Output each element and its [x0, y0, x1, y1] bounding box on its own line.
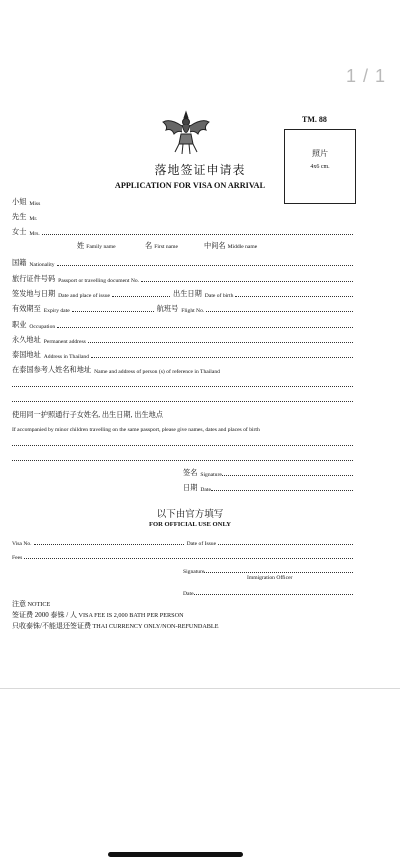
nationality-label-en: Nationality: [29, 262, 55, 268]
notice-title: 注意 NOTICE: [12, 600, 51, 608]
official-date-label: Date: [183, 591, 194, 597]
official-visa-row: [12, 536, 353, 547]
expiry-label-cn: 有效期至: [12, 305, 41, 313]
mrs-field[interactable]: [12, 226, 353, 237]
signature-field[interactable]: [183, 467, 353, 478]
mr-label-en: Mr.: [29, 216, 38, 222]
permanent-address-field[interactable]: [12, 334, 353, 345]
page-counter: 1 / 1: [345, 66, 386, 86]
flight-label-en: Flight No.: [181, 308, 205, 314]
thai-address-label-cn: 泰国地址: [12, 351, 41, 359]
thai-address-label-en: Address in Thailand: [43, 354, 90, 360]
occupation-field[interactable]: [12, 319, 353, 330]
signature-label-en: Signature: [200, 472, 222, 478]
permanent-address-label-cn: 永久地址: [12, 336, 41, 344]
reference-label-cn: 在泰国参考人姓名和地址: [12, 366, 92, 374]
expiry-fill-line: [72, 311, 154, 312]
date-of-issue-label: Date of Issue: [186, 541, 217, 547]
issue-label-cn: 签发地与日期: [12, 290, 56, 298]
immigration-officer-label: Immigration Officer: [247, 575, 293, 581]
occupation-fill-line: [57, 327, 353, 328]
children-label-en-row: [12, 422, 353, 433]
thai-address-field[interactable]: [12, 349, 353, 360]
miss-label-cn: 小姐: [12, 198, 27, 206]
visa-no-label: Visa No.: [12, 541, 32, 547]
passport-label-en: Passport or travelling document No.: [58, 278, 140, 284]
expiry-flight-field[interactable]: [12, 303, 353, 314]
official-date-fill-line: [194, 594, 353, 595]
official-title-en: FOR OFFICIAL USE ONLY: [148, 521, 231, 528]
mrs-fill-line: [42, 234, 353, 235]
occupation-label-cn: 职业: [12, 321, 27, 329]
passport-field[interactable]: [12, 273, 353, 284]
page-bottom-divider: [0, 688, 400, 689]
miss-field[interactable]: [12, 196, 160, 207]
mr-field[interactable]: [12, 211, 160, 222]
nationality-field[interactable]: [12, 257, 353, 268]
visa-no-fill-line: [34, 544, 184, 545]
permanent-address-fill-line: [88, 342, 353, 343]
official-signature-label: Signature: [183, 569, 205, 575]
mrs-label-en: Mrs.: [29, 231, 40, 237]
signature-label-cn: 签名: [183, 469, 198, 477]
occupation-label-en: Occupation: [29, 324, 56, 330]
visa-application-form: [0, 96, 400, 688]
birth-fill-line: [235, 296, 353, 297]
date-label-en: Date: [200, 487, 211, 493]
miss-label-en: Miss: [29, 201, 41, 207]
family-name-label: 姓 Family name: [77, 242, 116, 250]
nationality-fill-line: [57, 265, 353, 266]
children-label-row: [12, 409, 353, 420]
children-line-2[interactable]: [12, 460, 353, 461]
reference-field[interactable]: [12, 364, 353, 375]
date-field[interactable]: [183, 482, 353, 493]
issue-fill-line: [112, 296, 170, 297]
reference-line-2[interactable]: [12, 401, 353, 402]
issue-birth-field[interactable]: [12, 288, 353, 299]
children-label-en: If accompanied by minor children travelling on the same passport, please give names, dates and places of birth: [12, 427, 260, 433]
passport-fill-line: [141, 281, 353, 282]
mrs-label-cn: 女士: [12, 228, 27, 236]
date-fill-line: [211, 490, 353, 491]
date-of-issue-fill-line: [218, 544, 353, 545]
date-label-cn: 日期: [183, 484, 198, 492]
official-date-row: [183, 586, 353, 597]
mr-label-cn: 先生: [12, 213, 27, 221]
reference-label-en: Name and address of person (s) of reference in Thailand: [94, 369, 220, 375]
first-name-label: 名 First name: [145, 242, 178, 250]
fees-fill-line: [24, 558, 353, 559]
birth-label-cn: 出生日期: [173, 290, 202, 298]
home-indicator[interactable]: [108, 852, 243, 857]
issue-label-en: Date and place of issue: [58, 293, 111, 299]
signature-fill-line: [222, 475, 353, 476]
children-line-1[interactable]: [12, 445, 353, 446]
middle-name-label: 中间名 Middle name: [204, 242, 258, 250]
official-signature-fill-line: [204, 572, 353, 573]
photo-size: 4x6 cm.: [310, 164, 330, 170]
thai-address-fill-line: [91, 357, 353, 358]
passport-label-cn: 旅行证件号码: [12, 275, 56, 283]
official-title-cn: 以下由官方填写: [156, 510, 224, 520]
photo-label: 照片: [312, 149, 328, 158]
form-code: TM. 88: [302, 115, 327, 124]
expiry-label-en: Expiry date: [43, 308, 70, 314]
notice-line-1: 签证费 2000 泰铢 / 人 VISA FEE IS 2,000 BATH PER PERSON: [12, 611, 184, 619]
permanent-address-label-en: Permanent address: [43, 339, 86, 345]
official-fees-row: [12, 550, 353, 561]
fees-label: Fees: [12, 555, 23, 561]
form-title-en: APPLICATION FOR VISA ON ARRIVAL: [114, 181, 266, 190]
garuda-emblem-icon: [160, 110, 212, 156]
official-signature-row: [183, 564, 353, 575]
nationality-label-cn: 国籍: [12, 259, 27, 267]
flight-fill-line: [206, 311, 353, 312]
notice-line-2: 只收泰铢/不能退还签证费 THAI CURRENCY ONLY/NON-REFUNDABLE: [12, 622, 219, 630]
reference-line-1[interactable]: [12, 386, 353, 387]
children-label-cn: 使用同一护照通行子女姓名, 出生日期, 出生地点: [12, 411, 163, 419]
flight-label-cn: 航班号: [156, 305, 179, 313]
birth-label-en: Date of birth: [204, 293, 234, 299]
form-title-cn: 落地签证申请表: [154, 163, 246, 177]
